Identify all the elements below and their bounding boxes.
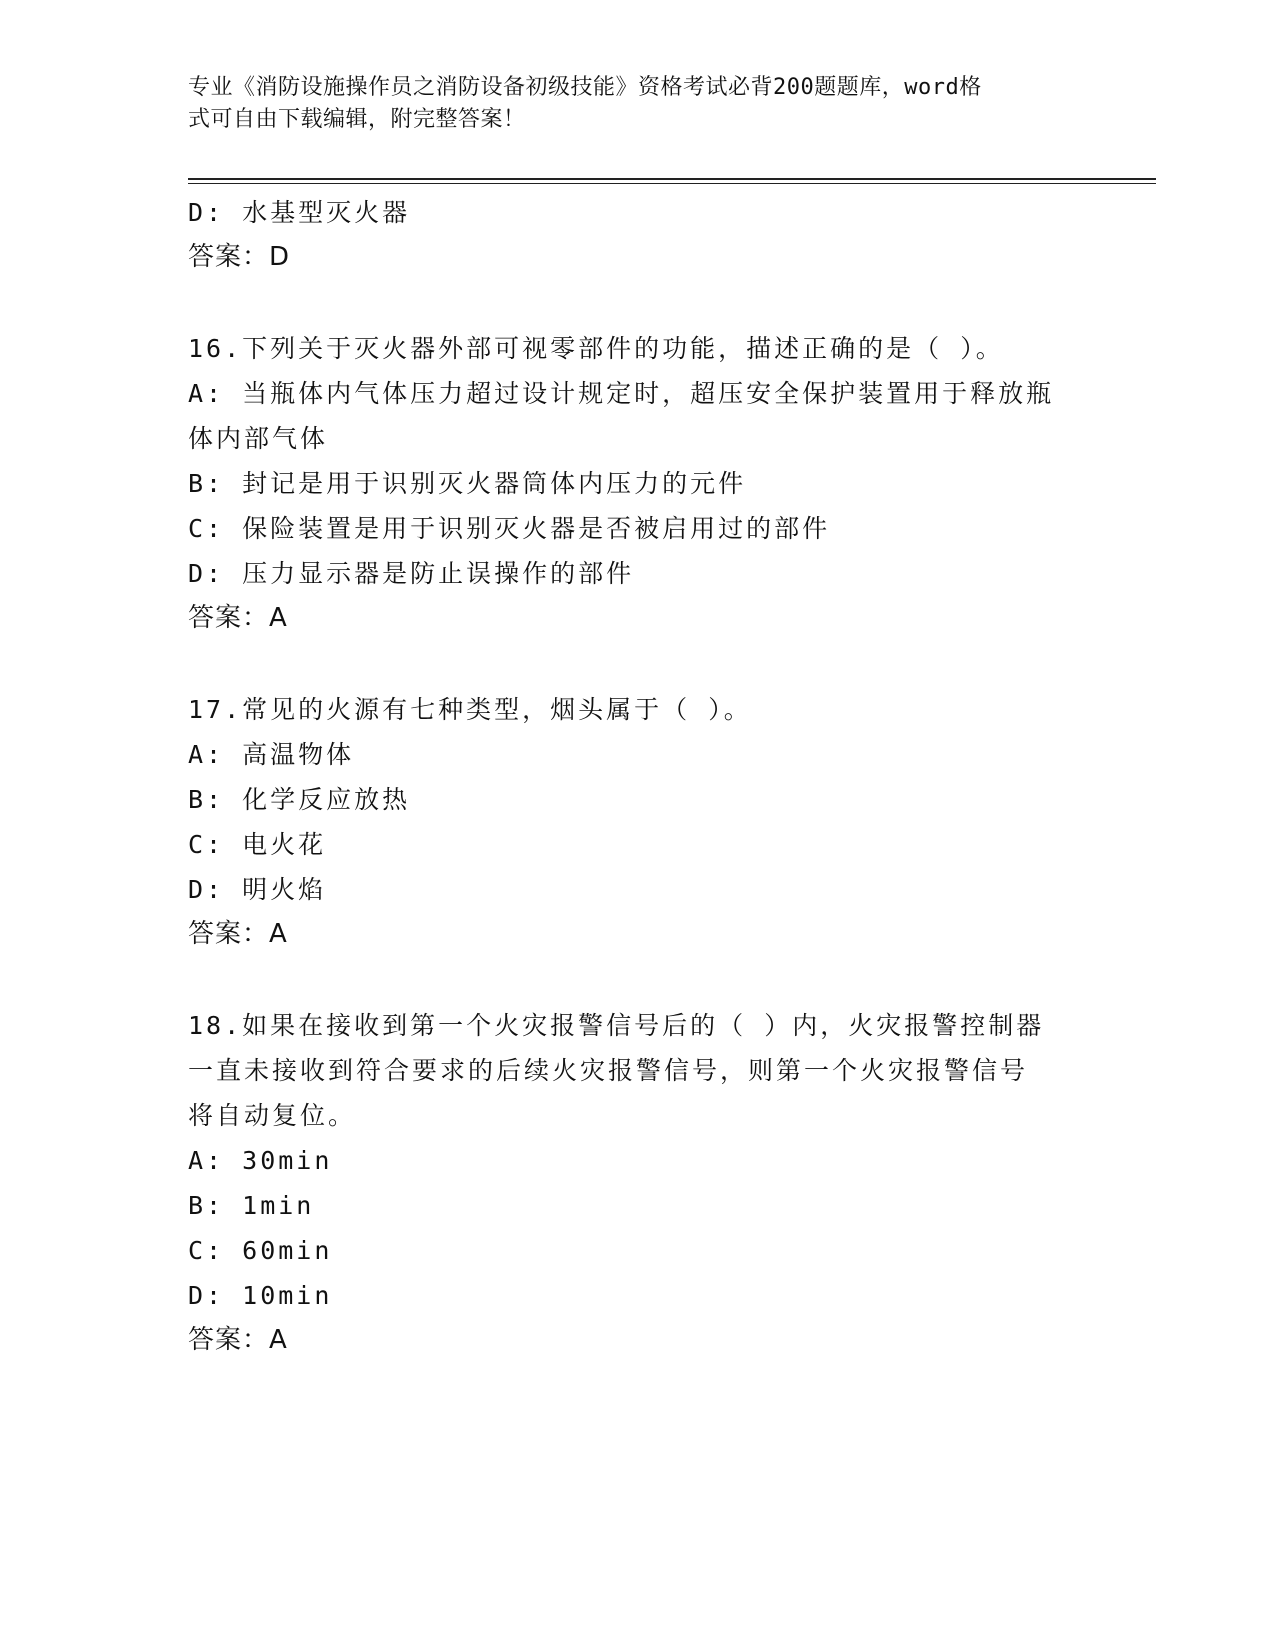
header-line-2: 式可自由下载编辑，附完整答案！ — [188, 107, 526, 132]
question-15-tail — [188, 190, 1088, 280]
option-c: C: 保险装置是用于识别灭火器是否被启用过的部件 — [188, 514, 831, 543]
question-16 — [188, 326, 1088, 641]
option-b: B: 1min — [188, 1191, 315, 1220]
answer-line: 答案：A — [188, 919, 288, 949]
option-b: B: 化学反应放热 — [188, 785, 411, 814]
answer-line: 答案：D — [188, 242, 291, 272]
question-stem: 17.常见的火源有七种类型，烟头属于（ ）。 — [188, 695, 752, 724]
answer-line: 答案：A — [188, 1325, 288, 1355]
option-c: C: 60min — [188, 1236, 333, 1265]
option-d: D: 水基型灭火器 — [188, 198, 411, 227]
answer-line: 答案：A — [188, 603, 288, 633]
header-rule-thin — [188, 183, 1156, 184]
option-d: D: 10min — [188, 1281, 333, 1310]
option-c: C: 电火花 — [188, 830, 327, 859]
option-a: A: 高温物体 — [188, 740, 355, 769]
option-a: A: 30min — [188, 1146, 333, 1175]
question-17 — [188, 687, 1088, 957]
question-stem-continued: 一直未接收到符合要求的后续火灾报警信号，则第一个火灾报警信号 — [188, 1056, 1029, 1085]
option-a: A: 当瓶体内气体压力超过设计规定时，超压安全保护装置用于释放瓶 — [188, 379, 1055, 408]
document-header — [188, 72, 1068, 136]
question-18 — [188, 1003, 1088, 1363]
question-list — [188, 190, 1088, 1363]
option-d: D: 明火焰 — [188, 875, 327, 904]
header-line-1: 专业《消防设施操作员之消防设备初级技能》资格考试必背200题题库，word格 — [188, 75, 982, 100]
question-stem-continued: 将自动复位。 — [188, 1101, 357, 1130]
question-stem: 16.下列关于灭火器外部可视零部件的功能，描述正确的是（ ）。 — [188, 334, 1004, 363]
option-b: B: 封记是用于识别灭火器筒体内压力的元件 — [188, 469, 747, 498]
question-stem: 18.如果在接收到第一个火灾报警信号后的（ ）内，火灾报警控制器 — [188, 1011, 1045, 1040]
option-a-continued: 体内部气体 — [188, 424, 329, 453]
option-d: D: 压力显示器是防止误操作的部件 — [188, 559, 635, 588]
header-rule-thick — [188, 178, 1156, 180]
